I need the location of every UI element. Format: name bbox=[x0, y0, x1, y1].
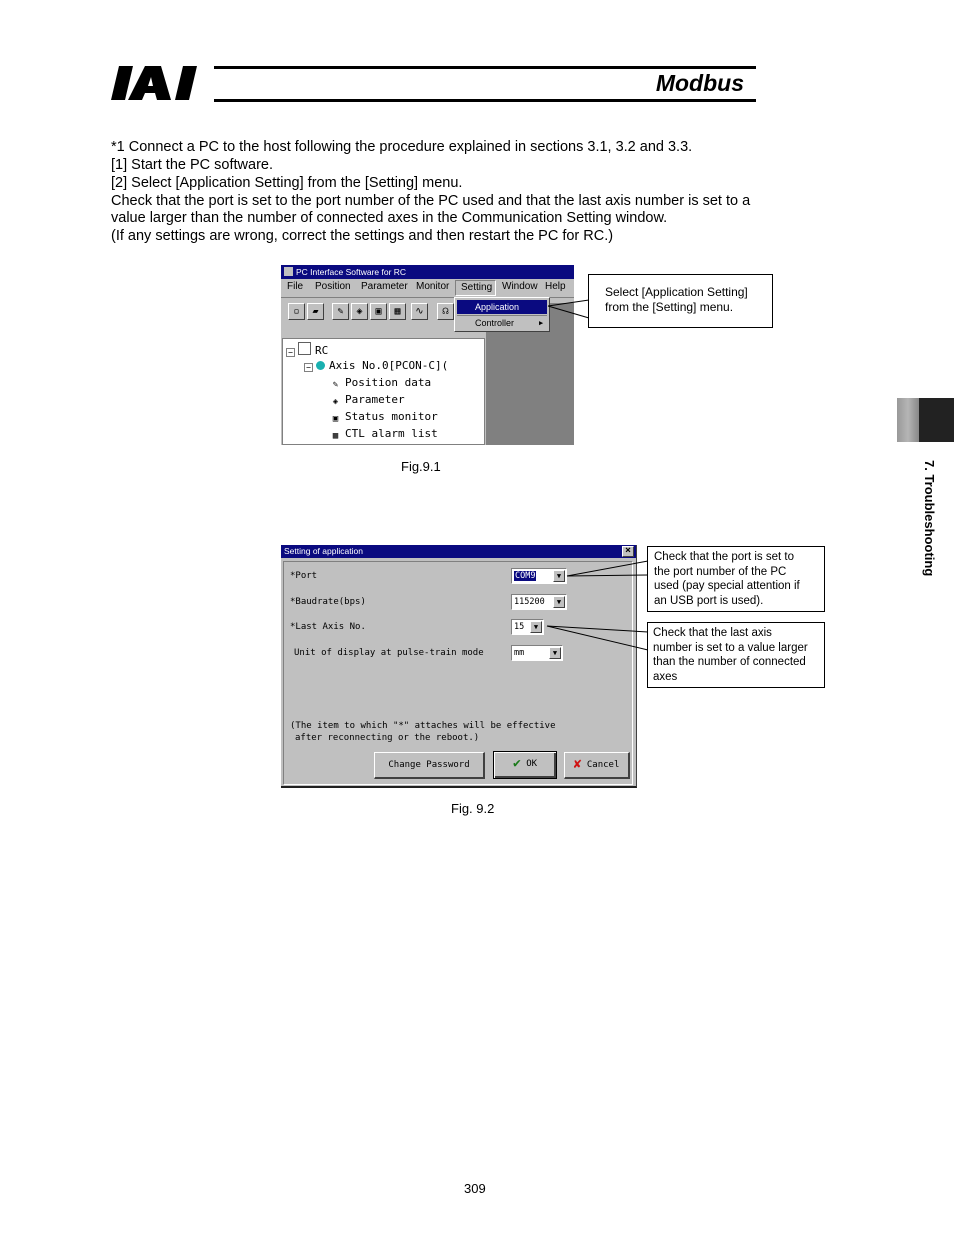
chapter-tab-label: 7. Troubleshooting bbox=[922, 460, 937, 577]
parameter-icon: ◈ bbox=[332, 397, 339, 407]
callout-line: Select [Application Setting] bbox=[605, 285, 748, 299]
axis-icon bbox=[316, 361, 325, 370]
collapse-icon[interactable]: − bbox=[304, 363, 313, 372]
intro-line: Check that the port is set to the port number of the PC used and that the last axis number is set to a bbox=[111, 193, 751, 209]
intro-line: [1] Start the PC software. bbox=[111, 157, 273, 173]
callout-line: axes bbox=[653, 670, 678, 683]
chapter-tab-shade bbox=[897, 398, 919, 442]
cancel-label: Cancel bbox=[586, 760, 620, 770]
chevron-down-icon[interactable]: ▼ bbox=[549, 647, 561, 659]
cross-icon: ✘ bbox=[573, 757, 582, 772]
header-title: Modbus bbox=[655, 70, 744, 96]
baudrate-value: 115200 bbox=[514, 597, 545, 607]
tree-label: Axis No.0[PCON-C]( bbox=[329, 359, 449, 372]
menu-monitor[interactable]: Monitor bbox=[416, 281, 450, 292]
monitor-icon[interactable]: ▣ bbox=[370, 303, 387, 320]
tree-node-rc[interactable] bbox=[286, 342, 328, 357]
chevron-down-icon[interactable]: ▼ bbox=[553, 570, 565, 582]
callout-line: the port number of the PC bbox=[654, 565, 787, 578]
close-icon[interactable]: × bbox=[622, 546, 634, 557]
callout-line: number is set to a value larger bbox=[653, 641, 808, 654]
tree-node-parameter[interactable] bbox=[330, 393, 405, 408]
intro-line: [2] Select [Application Setting] from the [Setting] menu. bbox=[111, 175, 463, 191]
baudrate-label: *Baudrate(bps) bbox=[290, 597, 366, 607]
dropdown-item-controller[interactable]: Controller bbox=[475, 318, 515, 328]
chevron-down-icon[interactable]: ▼ bbox=[530, 621, 542, 633]
callout-line: Check that the last axis bbox=[653, 627, 772, 639]
tree-label: Status monitor bbox=[345, 410, 438, 423]
menu-file[interactable]: File bbox=[287, 281, 304, 292]
pencil-icon: ✎ bbox=[332, 380, 339, 390]
tree-label: Parameter bbox=[345, 393, 405, 406]
tree-node-alarm-list[interactable] bbox=[330, 427, 438, 442]
callout-line: an USB port is used). bbox=[654, 594, 764, 607]
iai-logo bbox=[111, 66, 209, 100]
callout-line: than the number of connected bbox=[653, 656, 806, 668]
dropdown-divider bbox=[457, 315, 547, 316]
callout-application-setting bbox=[588, 274, 773, 328]
port-label: *Port bbox=[290, 571, 318, 581]
tree-label: RC bbox=[315, 344, 329, 357]
chapter-tab-block bbox=[919, 398, 954, 442]
tree-node-axis[interactable] bbox=[304, 359, 448, 372]
callout-line: used (pay special attention if bbox=[654, 580, 800, 592]
connection-icon[interactable]: ☊ bbox=[437, 303, 454, 320]
unit-display-value: mm bbox=[514, 648, 525, 658]
change-password-button[interactable]: Change Password bbox=[374, 752, 485, 779]
ok-button[interactable] bbox=[493, 751, 557, 779]
edit-position-icon[interactable]: ✎ bbox=[332, 303, 349, 320]
header-rule-top bbox=[214, 66, 756, 69]
collapse-icon[interactable]: − bbox=[286, 348, 295, 357]
menu-position[interactable]: Position bbox=[315, 281, 351, 292]
menu-setting[interactable]: Setting bbox=[461, 282, 493, 293]
callout-port bbox=[647, 546, 825, 612]
callout-last-axis bbox=[647, 622, 825, 688]
figure-caption: Fig.9.1 bbox=[401, 459, 441, 474]
tree-label: Position data bbox=[345, 376, 432, 389]
intro-line: *1 Connect a PC to the host following the procedure explained in sections 3.1, 3.2 and 3.3. bbox=[111, 139, 693, 155]
alarm-list-icon: ▦ bbox=[332, 431, 339, 441]
last-axis-value: 15 bbox=[514, 622, 525, 632]
dialog-title: Setting of application bbox=[284, 546, 363, 556]
computer-icon bbox=[298, 342, 311, 355]
unit-display-label: Unit of display at pulse-train mode bbox=[294, 648, 484, 658]
ok-label: OK bbox=[526, 759, 538, 769]
check-icon: ✔ bbox=[512, 756, 521, 771]
open-folder-icon[interactable]: ▰ bbox=[307, 303, 324, 320]
parameter-icon[interactable]: ◈ bbox=[351, 303, 368, 320]
dropdown-item-application[interactable]: Application bbox=[457, 300, 547, 314]
chevron-down-icon[interactable]: ▼ bbox=[553, 596, 565, 608]
port-value: COM9 bbox=[515, 571, 536, 581]
graph-icon[interactable]: ∿ bbox=[411, 303, 428, 320]
cancel-button[interactable] bbox=[564, 752, 630, 779]
submenu-arrow-icon: ▶ bbox=[539, 319, 544, 327]
new-file-icon[interactable]: ▫ bbox=[288, 303, 305, 320]
page-number: 309 bbox=[464, 1181, 486, 1196]
setting-dropdown bbox=[454, 297, 550, 332]
note-line: (The item to which "*" attaches will be effective bbox=[290, 721, 556, 731]
last-axis-label: *Last Axis No. bbox=[290, 622, 366, 632]
window-titlebar bbox=[281, 265, 574, 279]
callout-line: Check that the port is set to bbox=[654, 551, 794, 563]
app-icon bbox=[284, 267, 293, 276]
window-title: PC Interface Software for RC bbox=[296, 267, 407, 277]
alarm-list-icon[interactable]: ▦ bbox=[389, 303, 406, 320]
tree-label: CTL alarm list bbox=[345, 427, 438, 440]
menu-window[interactable]: Window bbox=[502, 281, 538, 292]
intro-line: (If any settings are wrong, correct the settings and then restart the PC for RC.) bbox=[111, 228, 614, 244]
note-line: after reconnecting or the reboot.) bbox=[295, 733, 480, 743]
callout-leaders-fig2 bbox=[540, 555, 655, 655]
intro-line: value larger than the number of connected axes in the Communication Setting window. bbox=[111, 210, 668, 226]
menu-help[interactable]: Help bbox=[545, 281, 566, 292]
tree-node-position-data[interactable] bbox=[330, 376, 431, 391]
header-rule-bottom bbox=[214, 99, 756, 102]
monitor-icon: ▣ bbox=[332, 414, 339, 424]
tree-node-status-monitor[interactable] bbox=[330, 410, 438, 425]
callout-line: from the [Setting] menu. bbox=[605, 299, 734, 314]
project-tree bbox=[282, 338, 485, 445]
figure-caption: Fig. 9.2 bbox=[451, 801, 495, 816]
menu-parameter[interactable]: Parameter bbox=[361, 281, 408, 292]
